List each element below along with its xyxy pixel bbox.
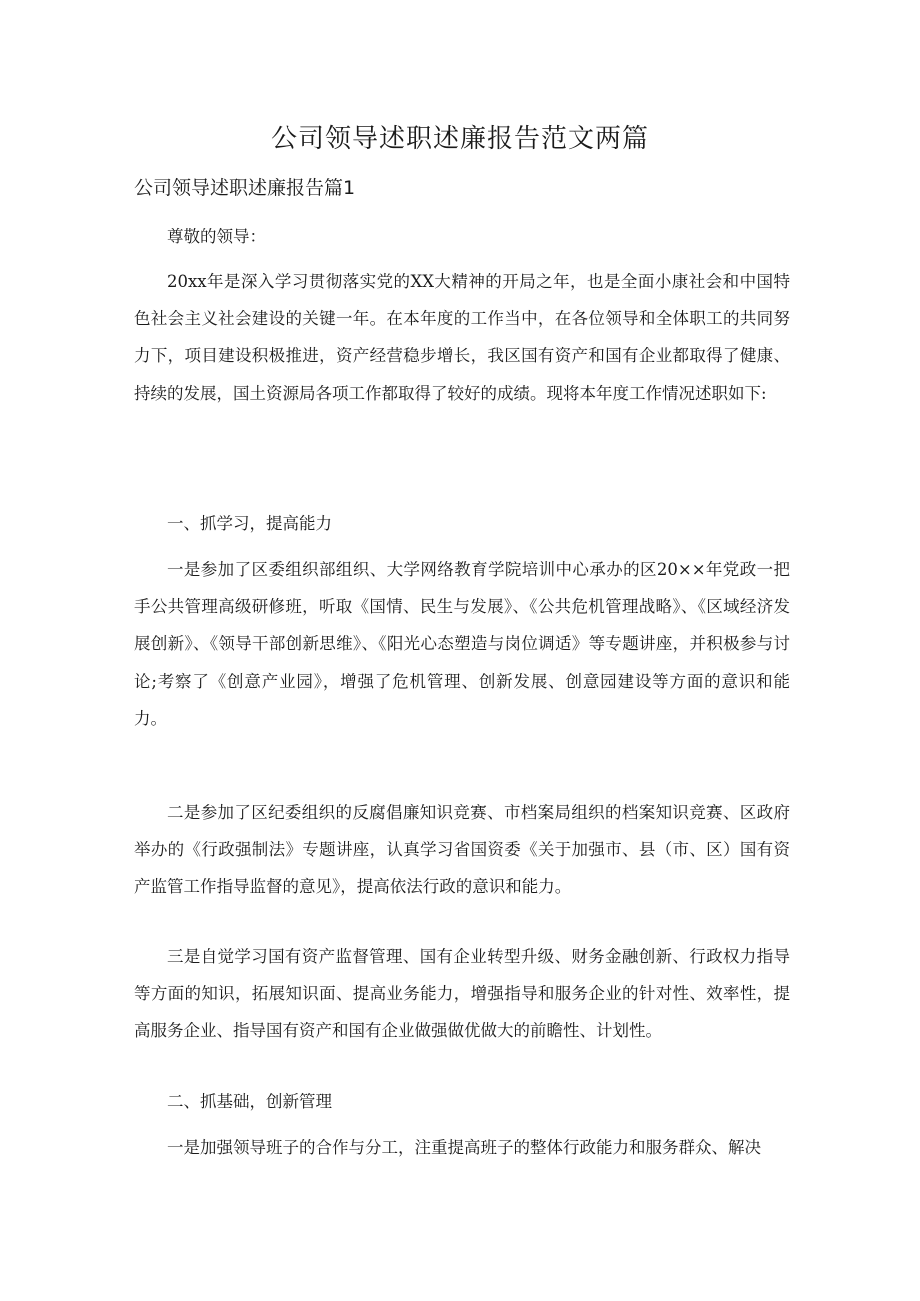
paragraph-intro: 20xx年是深入学习贯彻落实党的XX大精神的开局之年，也是全面小康社会和中国特色社会主义社会建设的关键一年。在本年度的工作当中，在各位领导和全体职工的共同努力下，项目建设积极推进，资产经营稳步增长，我区国有资产和国有企业都取得了健康、持续的发展，国土资源局各项工作都取得了较好的成绩。现将本年度工作情况述职如下: bbox=[134, 272, 790, 403]
paragraph-training: 一是参加了区委组织部组织、大学网络教育学院培训中心承办的区20××年党政一把手公共管理高级研修班，听取《国情、民生与发展》、《公共危机管理战略》、《区域经济发展创新》、《领导干部创新思维》、《阳光心态塑造与岗位调适》等专题讲座，并积极参与讨论;考察了《创意产业园》，增强了危机管理、创新发展、创意园建设等方面的意识和能力。 bbox=[134, 560, 790, 728]
paragraph-leadership: 一是加强领导班子的合作与分工，注重提高班子的整体行政能力和服务群众、解决 bbox=[167, 1138, 761, 1157]
paragraph-self-study: 三是自觉学习国有资产监督管理、国有企业转型升级、财务金融创新、行政权力指导等方面的知识，拓展知识面、提高业务能力，增强指导和服务企业的针对性、效率性，提高服务企业、指导国有资产和国有企业做强做优做大的前瞻性、计划性。 bbox=[134, 947, 790, 1041]
paragraph-competitions: 二是参加了区纪委组织的反腐倡廉知识竞赛、市档案局组织的档案知识竞赛、区政府举办的《行政强制法》专题讲座，认真学习省国资委《关于加强市、县（市、区）国有资产监管工作指导监督的意见》，提高依法行政的意识和能力。 bbox=[134, 803, 790, 897]
section-heading: 公司领导述职述廉报告篇1 bbox=[134, 177, 356, 199]
subheading-study: 一、抓学习，提高能力 bbox=[167, 514, 332, 533]
document-title: 公司领导述职述廉报告范文两篇 bbox=[270, 124, 649, 154]
subheading-management: 二、抓基础，创新管理 bbox=[167, 1092, 332, 1111]
salutation: 尊敬的领导： bbox=[167, 227, 266, 246]
